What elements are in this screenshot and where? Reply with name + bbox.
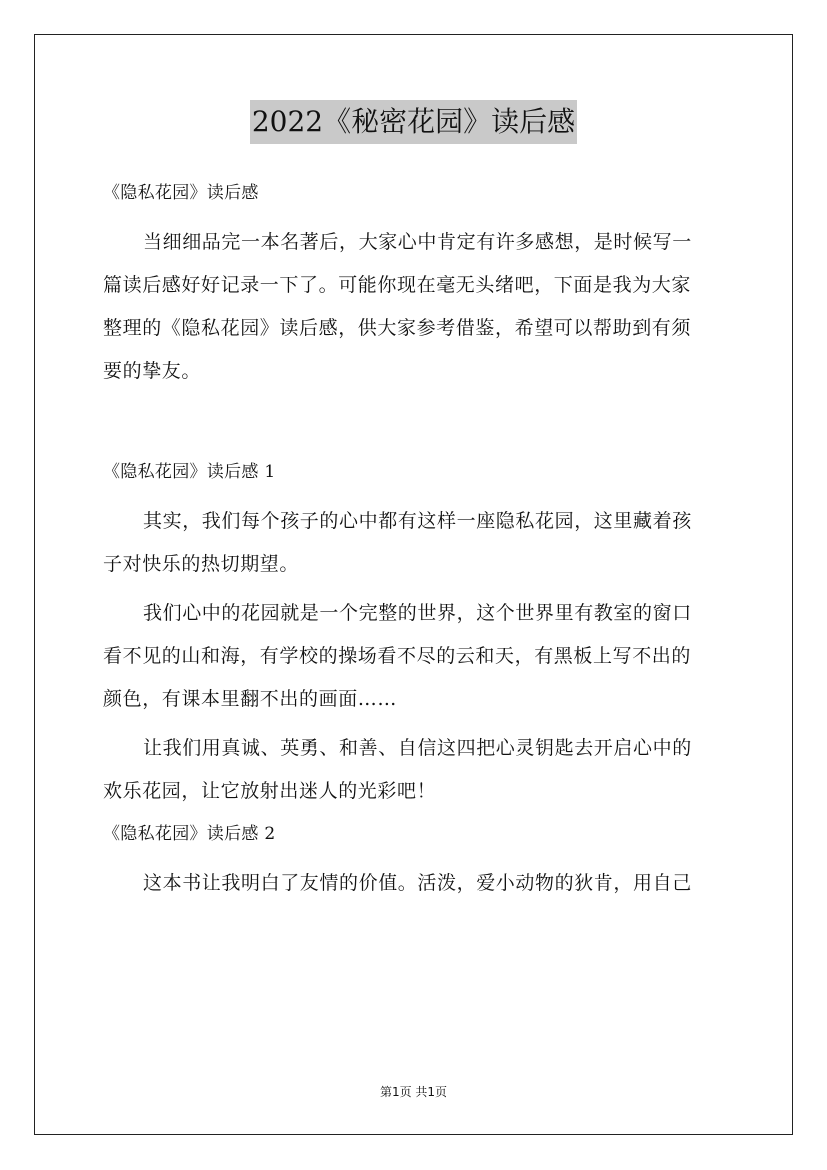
section2-heading: 《隐私花园》读后感 2 — [103, 824, 276, 844]
title-container — [0, 100, 827, 144]
intro-line: 篇读后感好好记录一下了。可能你现在毫无头绪吧，下面是我为大家 — [103, 274, 692, 296]
section1-paragraph-line: 颜色，有课本里翻不出的画面…… — [103, 688, 398, 710]
section2-paragraph-line: 这本书让我明白了友情的价值。活泼，爱小动物的狄肯，用自己 — [143, 872, 692, 894]
section1-paragraph-line: 让我们用真诚、英勇、和善、自信这四把心灵钥匙去开启心中的 — [143, 737, 692, 759]
document-body — [103, 172, 727, 905]
intro-line: 整理的《隐私花园》读后感，供大家参考借鉴，希望可以帮助到有须 — [103, 317, 692, 339]
document-title: 2022《秘密花园》读后感 — [250, 100, 577, 144]
section1-paragraph-line: 子对快乐的热切期望。 — [103, 553, 300, 575]
section1-paragraph-line: 其实，我们每个孩子的心中都有这样一座隐私花园，这里藏着孩 — [143, 510, 692, 532]
section1-heading: 《隐私花园》读后感 1 — [103, 462, 276, 482]
section1-paragraph-line: 我们心中的花园就是一个完整的世界，这个世界里有教室的窗口 — [143, 602, 692, 624]
page-footer: 第1页 共1页 — [379, 1085, 448, 1099]
intro-line: 要的挚友。 — [103, 360, 202, 382]
section1-paragraph-line: 欢乐花园，让它放射出迷人的光彩吧！ — [103, 780, 437, 802]
section1-paragraph-line: 看不见的山和海，有学校的操场看不尽的云和天，有黑板上写不出的 — [103, 645, 692, 667]
intro-line: 当细细品完一本名著后，大家心中肯定有许多感想，是时候写一 — [143, 231, 692, 253]
intro-heading: 《隐私花园》读后感 — [103, 183, 259, 203]
